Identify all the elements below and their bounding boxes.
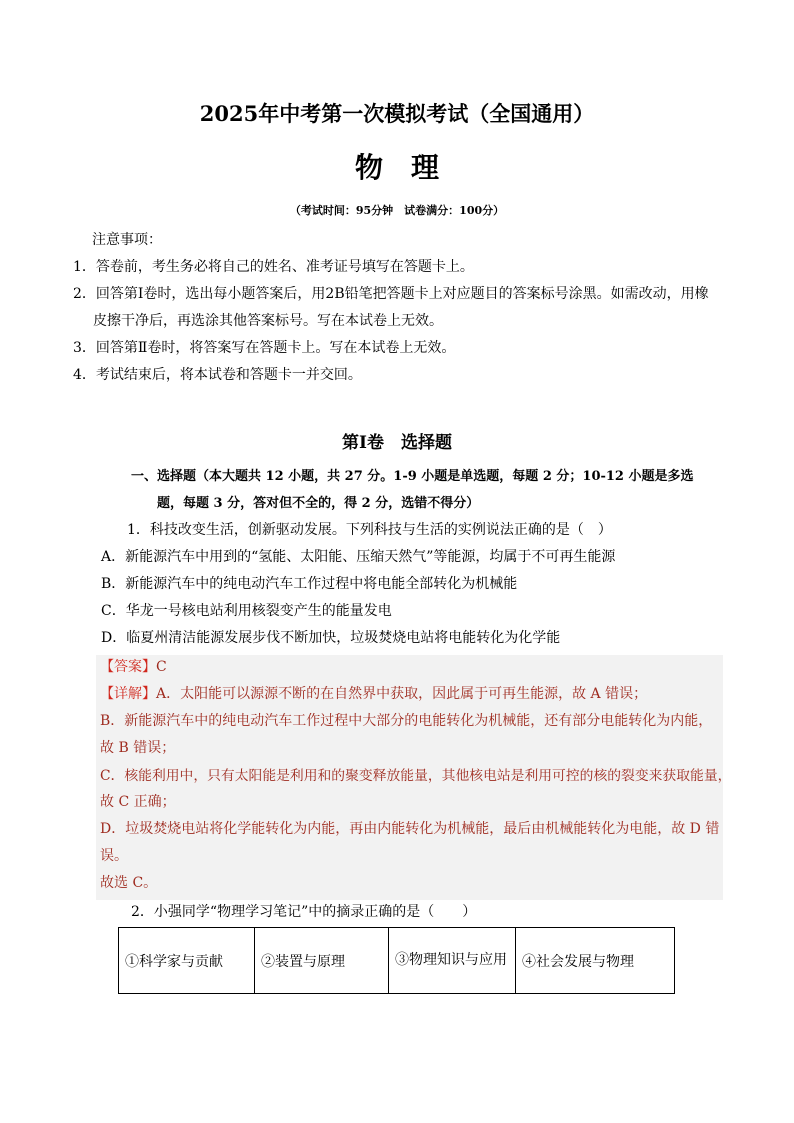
detail-tag: 【详解】 <box>100 686 156 702</box>
answer-line <box>100 656 167 676</box>
notice-heading: 注意事项： <box>92 232 162 248</box>
detail-line-5: 故 C 正确； <box>100 794 176 810</box>
table-cell-scientist: ①科学家与贡献 <box>119 928 255 994</box>
detail-line-6: D．垃圾焚烧电站将化学能转化为内能，再由内能转化为机械能，最后由机械能转化为电能，故 D 错 <box>100 821 720 837</box>
notice-item-2-cont: 皮擦干净后，再选涂其他答案标号。写在本试卷上无效。 <box>93 313 443 329</box>
table-cell-device: ②装置与原理 <box>255 928 389 994</box>
table-cell-knowledge: ③物理知识与应用 <box>389 928 516 994</box>
table-row <box>119 928 675 994</box>
detail-text-1: A．太阳能可以源源不断的在自然界中获取，因此属于可再生能源，故 A 错误； <box>156 686 648 702</box>
subject-title: 物理 <box>354 151 467 184</box>
detail-line-7: 误。 <box>100 848 128 864</box>
answer-tag: 【答案】 <box>100 659 156 675</box>
notice-item-1: 1．答卷前，考生务必将自己的姓名、准考证号填写在答题卡上。 <box>73 259 474 275</box>
table-cell-society: ④社会发展与物理 <box>516 928 675 994</box>
q1-option-c: C．华龙一号核电站利用核裂变产生的能量发电 <box>101 603 392 619</box>
q2-stem: 2．小强同学“物理学习笔记”中的摘录正确的是（ ） <box>131 904 477 920</box>
answer-value: C <box>156 659 167 675</box>
notice-item-4: 4．考试结束后，将本试卷和答题卡一并交回。 <box>73 367 362 383</box>
section-title: 第Ⅰ卷 选择题 <box>342 433 452 453</box>
exam-title: 2025年中考第一次模拟考试（全国通用） <box>199 101 595 126</box>
exam-meta: （考试时间：95分钟 试卷满分：100分） <box>289 204 505 217</box>
q2-table <box>118 927 675 994</box>
detail-line-1 <box>100 683 647 703</box>
q1-stem: 1．科技改变生活，创新驱动发展。下列科技与生活的实例说法正确的是（ ） <box>127 522 612 538</box>
section-instruction-line1: 一、选择题（本大题共 12 小题，共 27 分。1-9 小题是单选题，每题 2 分；10-12 小题是多选 <box>131 469 694 484</box>
detail-line-2: B．新能源汽车中的纯电动汽车工作过程中大部分的电能转化为机械能，还有部分电能转化为内能， <box>100 713 713 729</box>
detail-line-3: 故 B 错误； <box>100 740 176 756</box>
detail-line-4: C．核能利用中，只有太阳能是利用和的聚变释放能量，其他核电站是利用可控的核的裂变来获取能量， <box>100 768 732 784</box>
notice-item-2: 2．回答第Ⅰ卷时，选出每小题答案后，用2B铅笔把答题卡上对应题目的答案标号涂黑。如需改动，用橡 <box>73 286 709 302</box>
q1-option-d: D．临夏州清洁能源发展步伐不断加快，垃圾焚烧电站将电能转化为化学能 <box>101 630 561 646</box>
q1-option-a: A．新能源汽车中用到的“氢能、太阳能、压缩天然气”等能源，均属于不可再生能源 <box>101 549 616 565</box>
section-instruction-line2: 题，每题 3 分，答对但不全的，得 2 分，选错不得分） <box>157 496 480 511</box>
q1-option-b: B．新能源汽车中的纯电动汽车工作过程中将电能全部转化为机械能 <box>101 576 518 592</box>
detail-line-8: 故选 C。 <box>100 875 158 891</box>
notice-item-3: 3．回答第Ⅱ卷时，将答案写在答题卡上。写在本试卷上无效。 <box>73 340 456 356</box>
